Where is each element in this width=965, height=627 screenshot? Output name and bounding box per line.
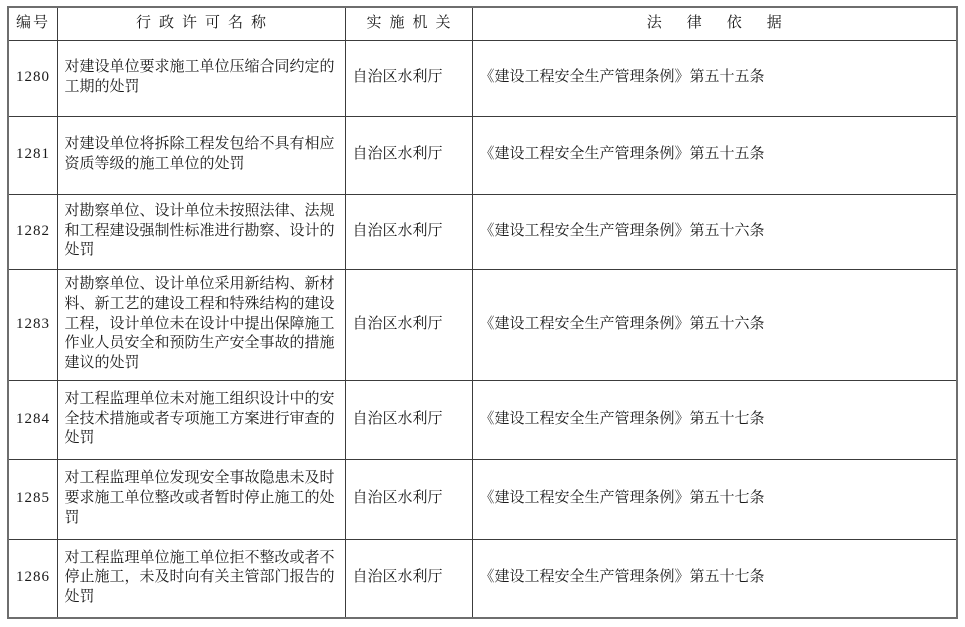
table-header: [8, 7, 957, 40]
column-header-agency: 实施机关: [345, 7, 472, 40]
administrative-permits-table: [7, 6, 958, 619]
row-id-cell: 1284: [8, 380, 57, 459]
row-id-cell: 1285: [8, 459, 57, 539]
permit-name-cell: 对勘察单位、设计单位未按照法律、法规和工程建设强制性标准进行勘察、设计的处罚: [57, 194, 345, 269]
table-body: [8, 40, 957, 618]
agency-cell: 自治区水利厅: [345, 194, 472, 269]
column-header-id: 编号: [8, 7, 57, 40]
agency-cell: 自治区水利厅: [345, 380, 472, 459]
column-header-legal: 法律依据: [472, 7, 957, 40]
agency-cell: 自治区水利厅: [345, 539, 472, 618]
agency-cell: 自治区水利厅: [345, 459, 472, 539]
legal-basis-cell: 《建设工程安全生产管理条例》第五十五条: [472, 116, 957, 194]
table-row: [8, 194, 957, 269]
permit-name-cell: 对工程监理单位未对施工组织设计中的安全技术措施或者专项施工方案进行审查的处罚: [57, 380, 345, 459]
table-row: [8, 40, 957, 116]
table-row: [8, 269, 957, 380]
permit-name-cell: 对建设单位将拆除工程发包给不具有相应资质等级的施工单位的处罚: [57, 116, 345, 194]
table-row: [8, 539, 957, 618]
permit-name-cell: 对工程监理单位发现安全事故隐患未及时要求施工单位整改或者暂时停止施工的处罚: [57, 459, 345, 539]
legal-basis-cell: 《建设工程安全生产管理条例》第五十七条: [472, 380, 957, 459]
legal-basis-cell: 《建设工程安全生产管理条例》第五十七条: [472, 459, 957, 539]
legal-basis-cell: 《建设工程安全生产管理条例》第五十六条: [472, 269, 957, 380]
permit-name-cell: 对建设单位要求施工单位压缩合同约定的工期的处罚: [57, 40, 345, 116]
agency-cell: 自治区水利厅: [345, 40, 472, 116]
row-id-cell: 1283: [8, 269, 57, 380]
legal-basis-cell: 《建设工程安全生产管理条例》第五十六条: [472, 194, 957, 269]
row-id-cell: 1286: [8, 539, 57, 618]
permit-name-cell: 对勘察单位、设计单位采用新结构、新材料、新工艺的建设工程和特殊结构的建设工程，设计单位未在设计中提出保障施工作业人员安全和预防生产安全事故的措施建议的处罚: [57, 269, 345, 380]
row-id-cell: 1280: [8, 40, 57, 116]
table-row: [8, 459, 957, 539]
table-row: [8, 380, 957, 459]
agency-cell: 自治区水利厅: [345, 269, 472, 380]
legal-basis-cell: 《建设工程安全生产管理条例》第五十五条: [472, 40, 957, 116]
agency-cell: 自治区水利厅: [345, 116, 472, 194]
row-id-cell: 1281: [8, 116, 57, 194]
permit-name-cell: 对工程监理单位施工单位拒不整改或者不停止施工，未及时向有关主管部门报告的处罚: [57, 539, 345, 618]
row-id-cell: 1282: [8, 194, 57, 269]
table-row: [8, 116, 957, 194]
column-header-name: 行政许可名称: [57, 7, 345, 40]
header-row: [8, 7, 957, 40]
legal-basis-cell: 《建设工程安全生产管理条例》第五十七条: [472, 539, 957, 618]
